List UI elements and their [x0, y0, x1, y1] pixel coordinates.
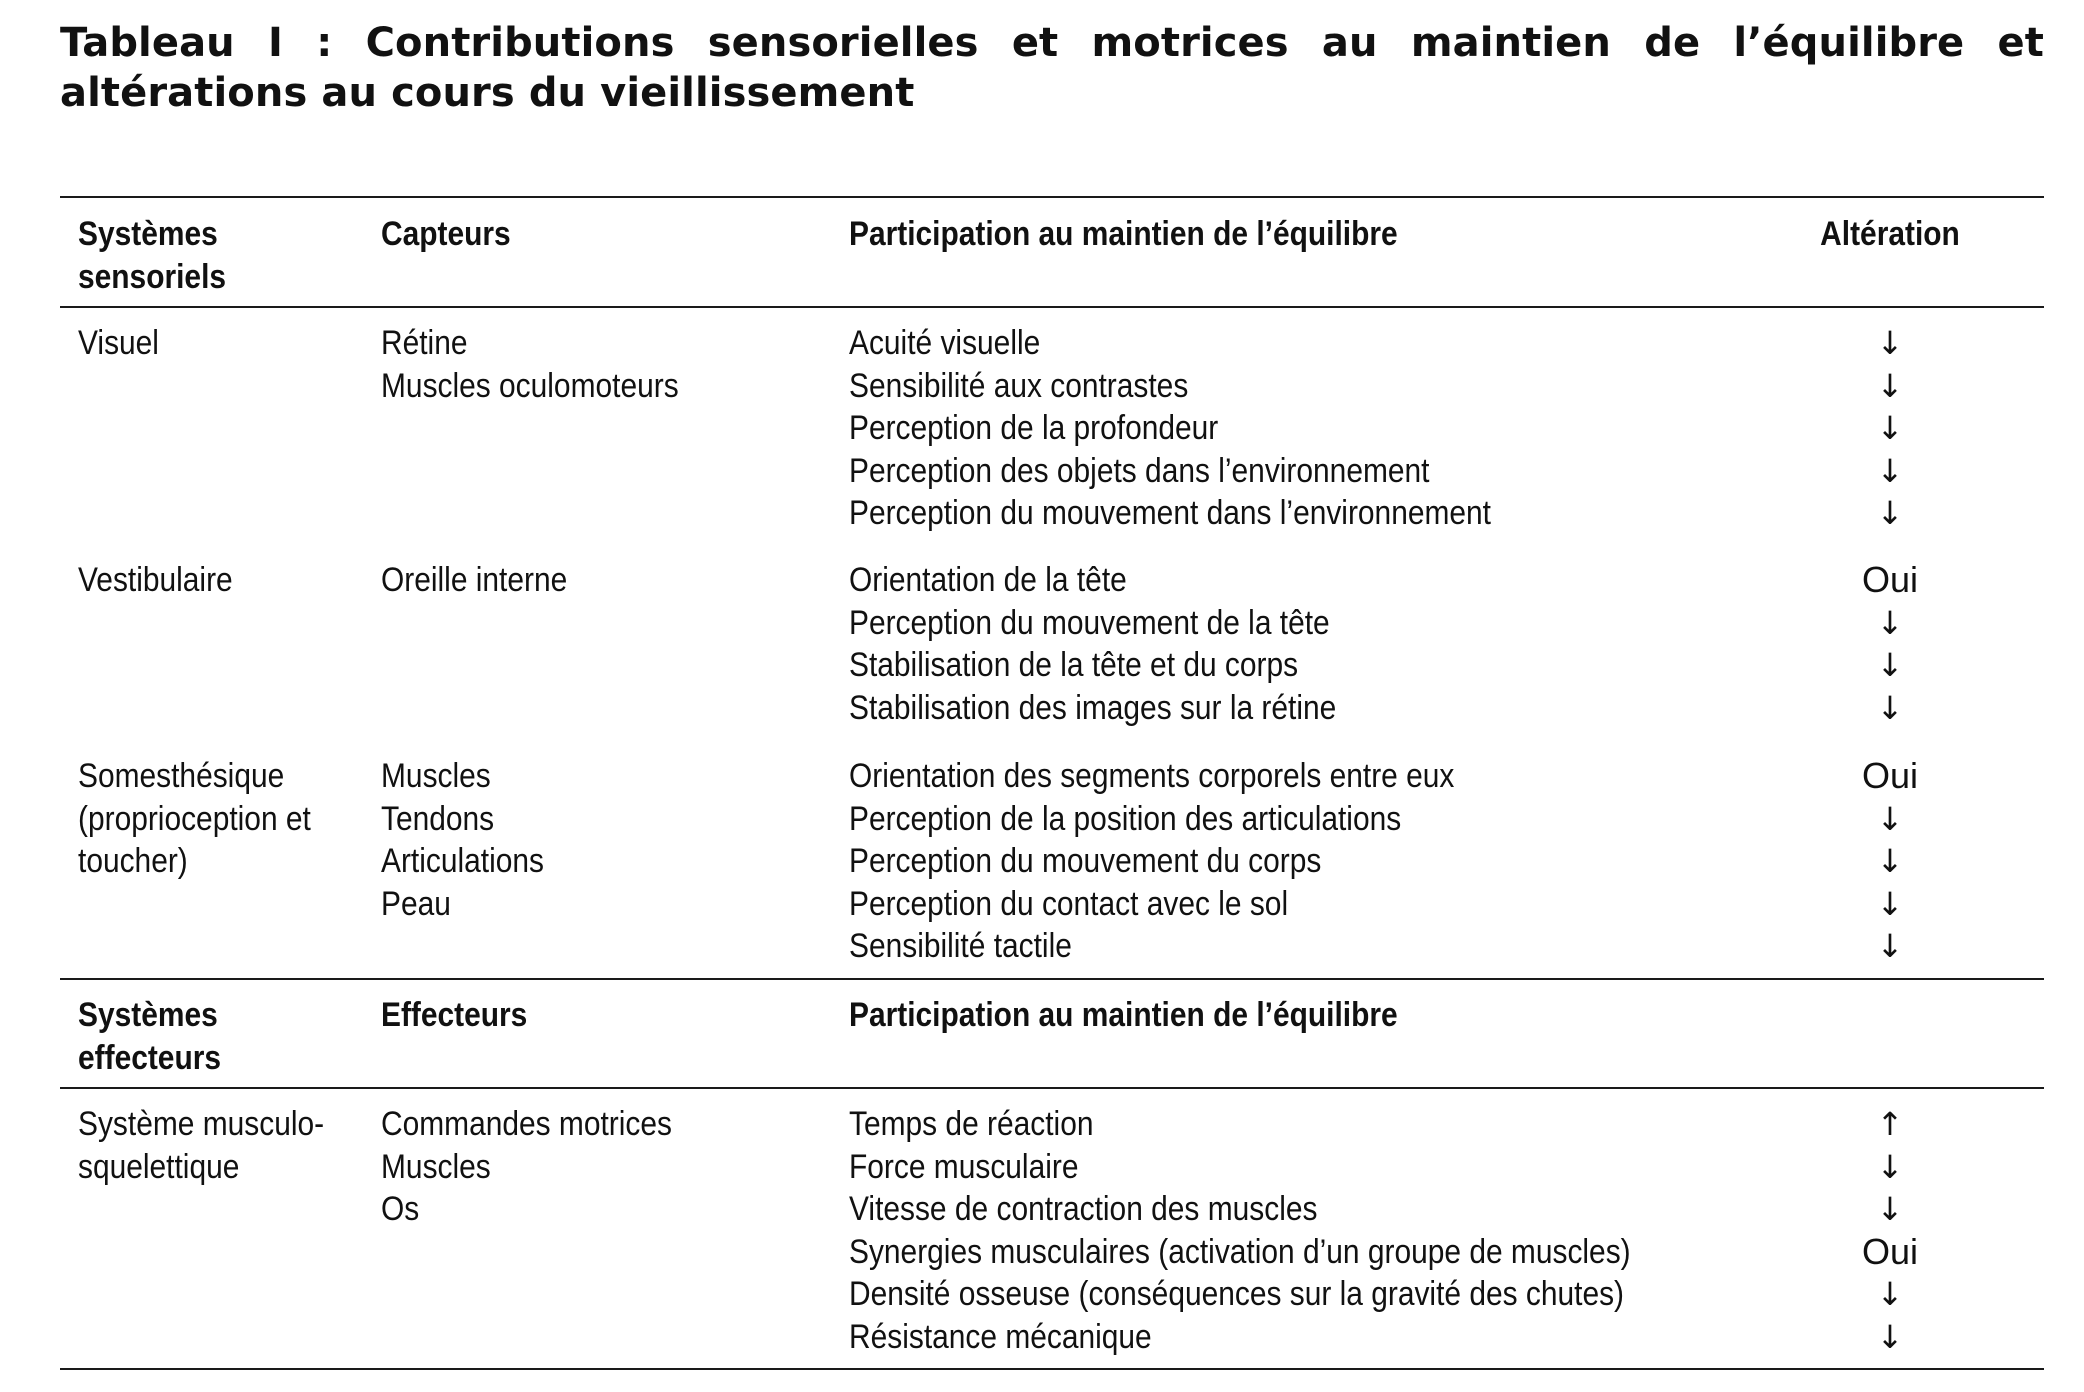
group-visual-sensors — [381, 322, 679, 407]
alteration-value: ↑ — [1876, 1105, 1904, 1143]
participation-item: Résistance mécanique — [849, 1317, 1152, 1356]
alteration-value: ↓ — [1876, 884, 1904, 923]
header-effectors: Effecteurs — [381, 996, 528, 1034]
table-bottom-rule — [60, 1368, 2044, 1370]
alteration-value: Oui — [1861, 559, 1919, 600]
alteration-value: ↓ — [1876, 927, 1904, 965]
participation-item: Temps de réaction — [849, 1105, 1094, 1143]
alteration-value: ↓ — [1876, 842, 1904, 880]
group-somesthetic-alteration — [1800, 755, 1980, 968]
table-title: Tableau I : Contributions sensorielles et motrices au maintien de l’équilibre et altérations au cours du vieillissement — [60, 20, 2044, 116]
effector-top-rule — [60, 978, 2044, 980]
header-systems-line2: effecteurs — [78, 1038, 222, 1077]
sensor-label: Muscles — [381, 757, 491, 795]
participation-item: Orientation de la tête — [849, 561, 1127, 599]
alteration-value: ↓ — [1876, 799, 1904, 838]
effector-header-rule — [60, 1087, 2044, 1089]
header-systems-line1: Systèmes — [78, 996, 218, 1034]
alteration-value: ↓ — [1876, 494, 1904, 532]
group-musculoskeletal-participation — [849, 1103, 1631, 1358]
participation-item: Stabilisation de la tête et du corps — [849, 646, 1299, 684]
group-musculoskeletal-alteration — [1800, 1103, 1980, 1358]
participation-item: Perception du mouvement du corps — [849, 842, 1322, 880]
header-participation: Participation au maintien de l’équilibre — [849, 215, 1398, 253]
alteration-value: ↓ — [1876, 324, 1904, 362]
participation-item: Stabilisation des images sur la rétine — [849, 688, 1337, 727]
header-participation-effector: Participation au maintien de l’équilibre — [849, 996, 1398, 1034]
group-somesthetic-system — [78, 755, 311, 883]
sensor-label: Peau — [381, 884, 451, 923]
alteration-value: ↓ — [1876, 603, 1904, 642]
alteration-value: ↓ — [1876, 409, 1904, 447]
header-sensors: Capteurs — [381, 215, 511, 253]
header-alteration: Altération — [1820, 215, 1960, 253]
group-vestibular-sensors — [381, 559, 567, 602]
system-label: squelettique — [78, 1147, 240, 1186]
alteration-value: ↓ — [1876, 1147, 1904, 1186]
participation-item: Sensibilité aux contrastes — [849, 366, 1189, 405]
group-visual-system — [78, 322, 159, 365]
effector-label: Os — [381, 1190, 420, 1228]
alteration-value: ↓ — [1876, 1275, 1904, 1313]
participation-item: Force musculaire — [849, 1147, 1079, 1186]
participation-item: Acuité visuelle — [849, 324, 1041, 362]
group-musculoskeletal-effectors — [381, 1103, 672, 1231]
group-somesthetic-sensors — [381, 755, 544, 925]
system-label: toucher) — [78, 842, 188, 880]
sensor-label: Oreille interne — [381, 561, 568, 599]
effector-label: Commandes motrices — [381, 1105, 672, 1143]
group-vestibular-participation — [849, 559, 1336, 729]
alteration-value: ↓ — [1876, 1317, 1904, 1356]
sensor-label: Rétine — [381, 324, 468, 362]
alteration-value: ↓ — [1876, 366, 1904, 405]
alteration-value: Oui — [1861, 755, 1919, 796]
participation-item: Perception de la position des articulations — [849, 799, 1402, 838]
group-somesthetic-participation — [849, 755, 1454, 968]
sensory-header-rule — [60, 306, 2044, 308]
participation-item: Perception du contact avec le sol — [849, 884, 1289, 923]
participation-item: Densité osseuse (conséquences sur la gravité des chutes) — [849, 1275, 1625, 1313]
header-systems-effector — [78, 994, 221, 1079]
alteration-value: ↓ — [1876, 451, 1904, 490]
participation-item: Orientation des segments corporels entre eux — [849, 757, 1455, 795]
header-systems-line2: sensoriels — [78, 257, 227, 296]
group-vestibular-alteration — [1800, 559, 1980, 729]
system-label: (proprioception et — [78, 799, 311, 838]
group-visual-participation — [849, 322, 1491, 535]
system-label: Système musculo- — [78, 1105, 325, 1143]
group-vestibular-system — [78, 559, 233, 602]
participation-item: Sensibilité tactile — [849, 927, 1072, 965]
participation-item: Vitesse de contraction des muscles — [849, 1190, 1318, 1228]
system-label: Visuel — [78, 324, 159, 362]
sensor-label: Tendons — [381, 799, 495, 838]
alteration-value: ↓ — [1876, 688, 1904, 727]
participation-item: Perception du mouvement dans l’environnement — [849, 494, 1492, 532]
sensor-label: Articulations — [381, 842, 544, 880]
system-label: Somesthésique — [78, 757, 285, 795]
participation-item: Perception du mouvement de la tête — [849, 603, 1330, 642]
group-visual-alteration — [1800, 322, 1980, 535]
header-systems-sensory — [78, 213, 226, 298]
header-systems-line1: Systèmes — [78, 215, 218, 253]
table-top-rule — [60, 196, 2044, 198]
participation-item: Perception de la profondeur — [849, 409, 1219, 447]
system-label: Vestibulaire — [78, 561, 233, 599]
sensor-label: Muscles oculomoteurs — [381, 366, 679, 405]
alteration-value: Oui — [1861, 1230, 1919, 1272]
participation-item: Synergies musculaires (activation d’un groupe de muscles) — [849, 1232, 1631, 1271]
effector-label: Muscles — [381, 1147, 491, 1186]
alteration-value: ↓ — [1876, 646, 1904, 684]
alteration-value: ↓ — [1876, 1190, 1904, 1228]
participation-item: Perception des objets dans l’environnement — [849, 451, 1430, 490]
group-musculoskeletal-system — [78, 1103, 324, 1188]
